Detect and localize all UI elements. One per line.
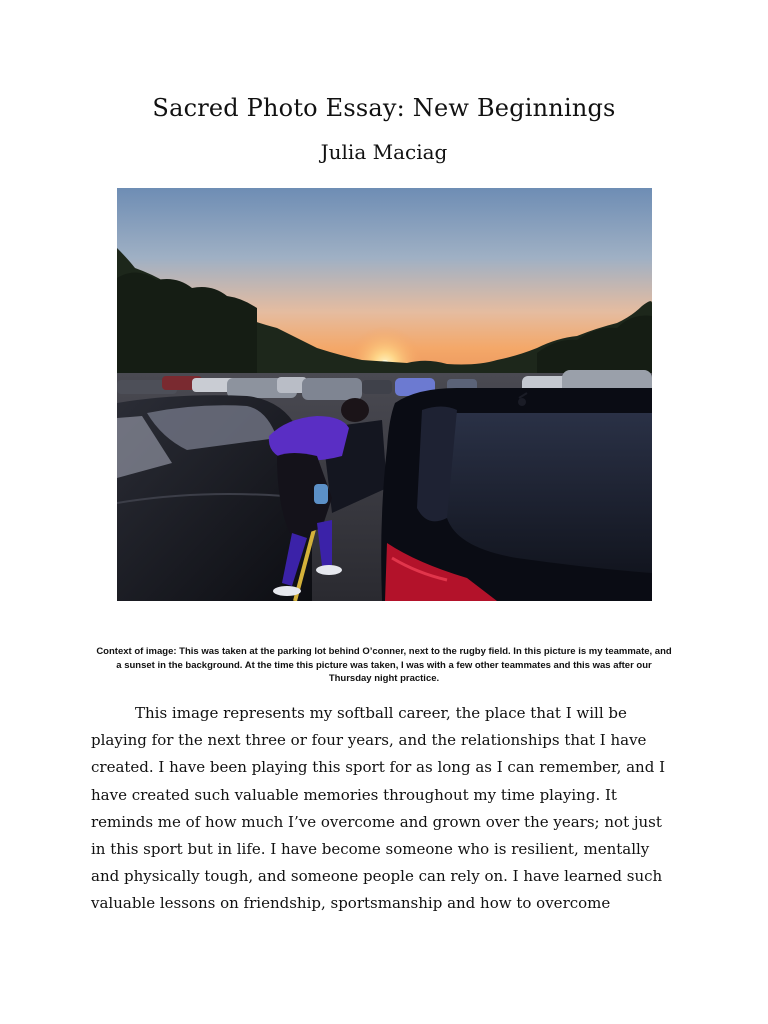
body-line: created. I have been playing this sport for as long as I can remember, and I	[91, 758, 665, 777]
body-line: This image represents my softball career, the place that I will be	[135, 704, 627, 722]
body-line: reminds me of how much I’ve overcome and grown over the years; not just	[91, 812, 662, 831]
body-line: and physically tough, and someone people can rely on. I have learned such	[91, 867, 663, 886]
essay-photo	[117, 188, 652, 601]
body-line: playing for the next three or four years, and the relationships that I have	[91, 731, 647, 750]
essay-body	[91, 700, 681, 918]
body-line: valuable lessons on friendship, sportsmanship and how to overcome	[91, 894, 611, 913]
sunset-parking-lot-image	[117, 188, 652, 601]
body-line: in this sport but in life. I have become someone who is resilient, mentally	[91, 840, 650, 859]
body-line: have created such valuable memories throughout my time playing. It	[91, 785, 617, 804]
document-title: Sacred Photo Essay: New Beginnings	[152, 94, 616, 122]
photo-caption: Context of image: This was taken at the parking lot behind O’conner, next to the rugby field. In this picture is my teammate, and a sunset in the background. At the time this picture was taken, I was with a few other teammates and this was after our Thursday night practice.	[96, 646, 672, 684]
document-author: Julia Maciag	[320, 140, 448, 164]
